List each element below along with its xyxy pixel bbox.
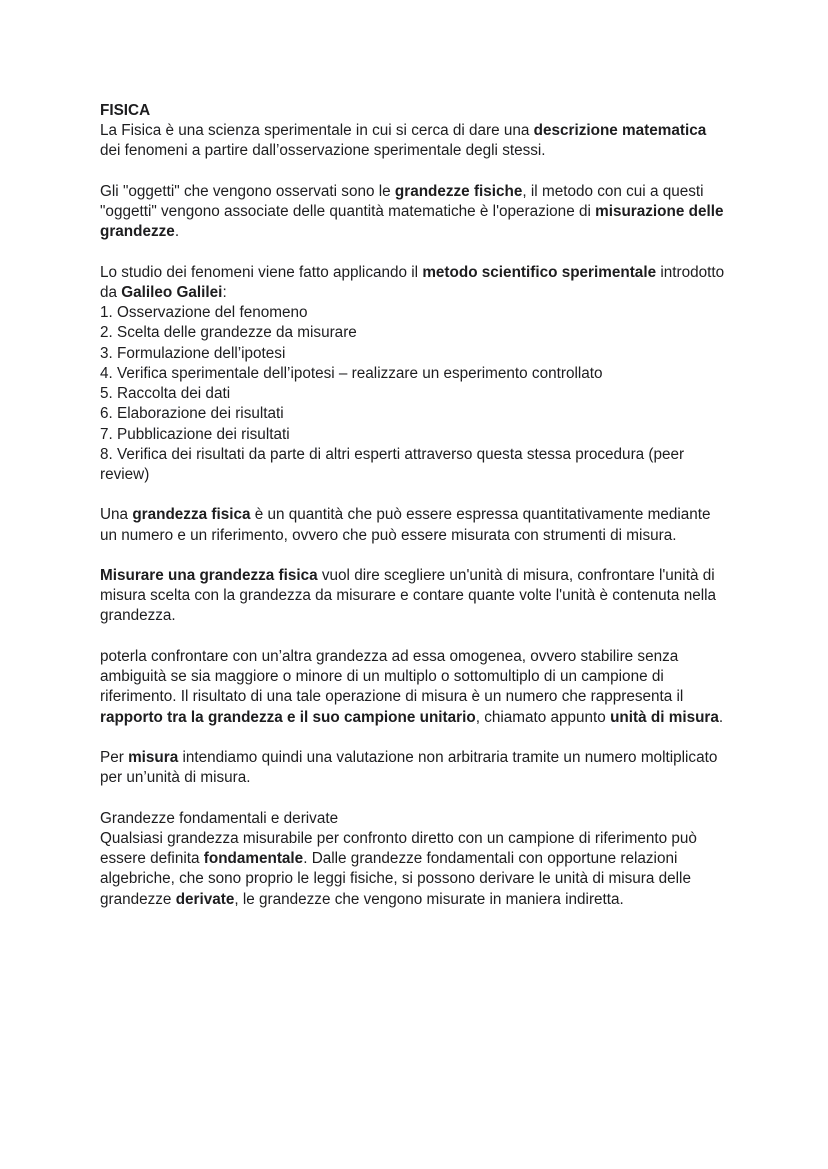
text-run: 6. Elaborazione dei risultati (100, 405, 284, 423)
text-line (100, 526, 728, 546)
text-line (100, 667, 728, 687)
text-run: intendiamo quindi una valutazione non arbitraria tramite un numero moltiplicato (178, 749, 718, 766)
bold-text-run: grandezze fisiche (394, 182, 523, 200)
text-line (100, 101, 728, 121)
bold-text-run: Galileo Galilei (121, 283, 223, 301)
paragraph-metodo-scientifico (100, 263, 728, 485)
text-line (100, 303, 728, 323)
text-run: poterla confrontare con un’altra grandezza ad essa omogenea, ovvero stabilire senza (100, 647, 679, 665)
text-run: 2. Scelta delle grandezze da misurare (100, 324, 357, 342)
text-run: Per (100, 749, 129, 766)
text-run: . Dalle grandezze fondamentali con opportune relazioni (303, 850, 678, 868)
text-line (100, 404, 728, 424)
text-run: Una (100, 506, 133, 524)
text-run: un numero e un riferimento, ovvero che può essere misurata con strumenti di misura. (100, 526, 677, 544)
text-line (100, 425, 728, 445)
text-run: , il metodo con cui a questi (522, 182, 704, 200)
text-run: misura scelta con la grandezza da misurare e contare quante volte l'unità è contenuta nella (100, 587, 717, 605)
text-line (100, 121, 728, 141)
text-run: La Fisica è una scienza sperimentale in cui si cerca di dare una (100, 122, 534, 140)
paragraph-intro (100, 121, 728, 161)
text-line (100, 344, 728, 364)
bold-text-run: derivate (175, 890, 235, 908)
text-line (100, 263, 728, 283)
paragraph-misura-definizione (100, 748, 728, 788)
bold-text-run: FISICA (100, 102, 151, 119)
text-line (100, 647, 728, 667)
text-run: , le grandezze che vengono misurate in maniera indiretta. (234, 890, 624, 908)
text-line (100, 687, 728, 707)
text-run: 3. Formulazione dell’ipotesi (100, 344, 286, 362)
text-line (100, 768, 728, 788)
bold-text-run: unità di misura (610, 708, 719, 726)
text-run: ambiguità se sia maggiore o minore di un multiplo o sottomultiplo di un campione di (100, 668, 664, 686)
text-line (100, 849, 728, 869)
bold-text-run: misura (128, 749, 179, 766)
bold-text-run: rapporto tra la grandezza e il suo campione unitario (100, 708, 476, 726)
paragraph-grandezza-fisica-definizione (100, 505, 728, 545)
text-line (100, 141, 728, 161)
text-run: review) (100, 465, 150, 483)
text-line (100, 809, 728, 829)
text-run: grandezza. (100, 607, 176, 625)
paragraph-confronto-grandezze (100, 647, 728, 728)
text-run: 5. Raccolta dei dati (100, 385, 231, 403)
text-run: introdotto (656, 263, 725, 281)
text-run: Lo studio dei fenomeni viene fatto applicando il (100, 263, 423, 281)
paragraph-misurare-grandezza (100, 566, 728, 627)
text-line (100, 445, 728, 465)
text-run: Qualsiasi grandezza misurabile per confronto diretto con un campione di riferimento può (100, 829, 697, 847)
text-run: riferimento. Il risultato di una tale operazione di misura è un numero che rappresenta il (100, 688, 684, 706)
bold-text-run: Misurare una grandezza fisica (100, 567, 318, 585)
document-body (100, 101, 728, 910)
text-line (100, 748, 728, 768)
text-run: da (100, 283, 122, 301)
text-line (100, 202, 728, 222)
text-run: Grandezze fondamentali e derivate (100, 809, 339, 827)
text-run: Gli "oggetti" che vengono osservati sono le (100, 182, 395, 200)
text-run: 4. Verifica sperimentale dell’ipotesi – realizzare un esperimento controllato (100, 364, 603, 382)
text-line (100, 465, 728, 485)
text-line (100, 182, 728, 202)
text-run: vuol dire scegliere un'unità di misura, confrontare l'unità di (317, 567, 715, 585)
text-line (100, 869, 728, 889)
text-line (100, 384, 728, 404)
text-line (100, 323, 728, 343)
text-line (100, 283, 728, 303)
text-line (100, 222, 728, 242)
text-run: 7. Pubblicazione dei risultati (100, 425, 290, 443)
text-line (100, 364, 728, 384)
text-run: per un’unità di misura. (100, 769, 251, 787)
text-run: algebriche, che sono proprio le leggi fisiche, si possono derivare le unità di misura delle (100, 870, 691, 888)
text-line (100, 829, 728, 849)
text-run: 8. Verifica dei risultati da parte di altri esperti attraverso questa stessa procedura (peer (100, 445, 685, 463)
text-line (100, 890, 728, 910)
text-run: . (718, 708, 724, 726)
text-run: 1. Osservazione del fenomeno (100, 304, 308, 322)
text-run: , chiamato appunto (475, 708, 611, 726)
bold-text-run: fondamentale (203, 850, 304, 868)
text-line (100, 505, 728, 525)
text-line (100, 606, 728, 626)
text-run: . (174, 223, 180, 241)
bold-text-run: grandezza fisica (132, 506, 251, 524)
bold-text-run: descrizione matematica (533, 122, 707, 140)
text-run: grandezze (100, 890, 176, 908)
text-line (100, 708, 728, 728)
text-run: : (222, 283, 227, 301)
text-line (100, 566, 728, 586)
text-run: dei fenomeni a partire dall’osservazione sperimentale degli stessi. (100, 142, 546, 160)
text-run: "oggetti" vengono associate delle quantità matematiche è l'operazione di (100, 203, 596, 221)
bold-text-run: grandezze (100, 223, 175, 241)
text-run: essere definita (100, 850, 204, 868)
paragraph-fondamentali-e-derivate (100, 809, 728, 910)
paragraph-grandezze-fisiche (100, 182, 728, 243)
paragraph-page-heading (100, 101, 728, 121)
text-line (100, 586, 728, 606)
bold-text-run: metodo scientifico sperimentale (422, 263, 657, 281)
text-run: è un quantità che può essere espressa quantitativamente mediante (250, 506, 711, 524)
bold-text-run: misurazione delle (595, 203, 724, 221)
